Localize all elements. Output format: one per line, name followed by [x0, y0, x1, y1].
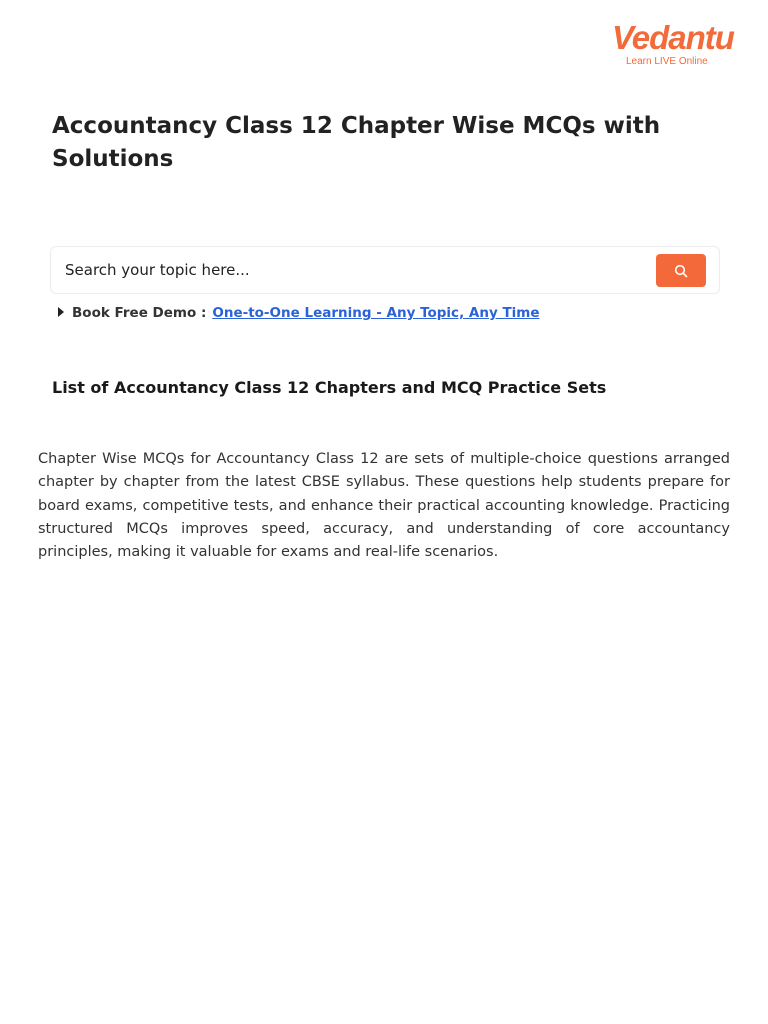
search-icon — [674, 264, 688, 278]
page-title: Accountancy Class 12 Chapter Wise MCQs with Solutions — [52, 113, 661, 172]
search-input[interactable] — [65, 247, 645, 293]
search-bar — [50, 246, 720, 294]
book-demo-label: Book Free Demo : — [72, 305, 207, 321]
intro-paragraph: Chapter Wise MCQs for Accountancy Class 12 are sets of multiple-choice questions arranged chapter by chapter from the latest CBSE syllabus. These questions help students prepare for board exams, competitive tests, and enhance their practical accounting knowledge. Practicing structured MCQs improves speed, accuracy, and understanding of core accountancy principles, making it valuable for exams and real-life scenarios. — [38, 451, 730, 561]
vedantu-logo[interactable] — [612, 19, 734, 72]
book-demo-row — [58, 303, 540, 323]
book-demo-link[interactable]: One-to-One Learning - Any Topic, Any Time — [212, 305, 540, 321]
search-button[interactable] — [656, 254, 706, 287]
section-heading: List of Accountancy Class 12 Chapters and MCQ Practice Sets — [52, 378, 607, 397]
logo-tagline: Learn LIVE Online — [626, 56, 708, 67]
caret-right-icon — [58, 307, 64, 317]
logo-wordmark: Vedantu — [612, 19, 734, 56]
